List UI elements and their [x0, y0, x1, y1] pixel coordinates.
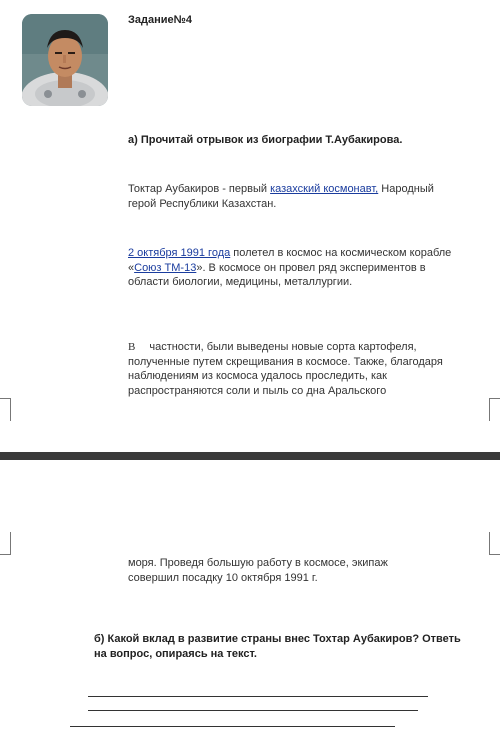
paragraph-3	[128, 340, 473, 398]
page-separator	[0, 452, 500, 460]
answer-line-1[interactable]	[88, 696, 428, 697]
part-b-question: б) Какой вклад в развитие страны внес Тохтар Аубакиров? Ответь на вопрос, опираясь на текст.	[94, 633, 461, 660]
paragraph-3-text: частности, были выведены новые сорта картофеля, полученные путем скрещивания в космосе. Также, благодаря наблюдениям из космоса удалось проследить, как распространяются соли и пыль со дна Аральского	[128, 341, 443, 397]
answer-line-3[interactable]	[70, 726, 395, 727]
date-link[interactable]: 2 октября 1991 года	[128, 247, 231, 259]
astronaut-portrait-icon	[22, 14, 108, 106]
crop-mark-top-right	[489, 398, 500, 421]
crop-mark-bottom-right	[489, 532, 500, 555]
paragraph-2-text-after: ». В космосе он провел ряд экспериментов в области биологии, медицины, металлургии.	[128, 261, 426, 288]
paragraph-3-lead: В	[128, 341, 136, 353]
paragraph-1-text-after: Народный герой Республики Казахстан.	[128, 183, 434, 210]
spaceship-link[interactable]: Союз ТМ-13	[134, 261, 197, 274]
crop-mark-top-left	[0, 398, 11, 421]
part-a-heading: а) Прочитай отрывок из биографии Т.Аубакирова.	[128, 134, 403, 146]
cosmonaut-link[interactable]: казахский космонавт,	[270, 183, 379, 195]
paragraph-1-text-before: Токтар Аубакиров - первый	[128, 183, 271, 195]
task-title: Задание№4	[128, 14, 193, 26]
astronaut-photo	[22, 14, 108, 106]
paragraph-2-text-middle: полетел в космос на космическом корабле «	[128, 247, 452, 274]
paragraph-4: моря. Проведя большую работу в космосе, экипаж совершил посадку 10 октября 1991 г.	[128, 557, 388, 584]
crop-mark-bottom-left	[0, 532, 11, 555]
answer-line-2[interactable]	[88, 710, 418, 711]
paragraph-2	[128, 246, 458, 290]
paragraph-1	[128, 182, 448, 211]
